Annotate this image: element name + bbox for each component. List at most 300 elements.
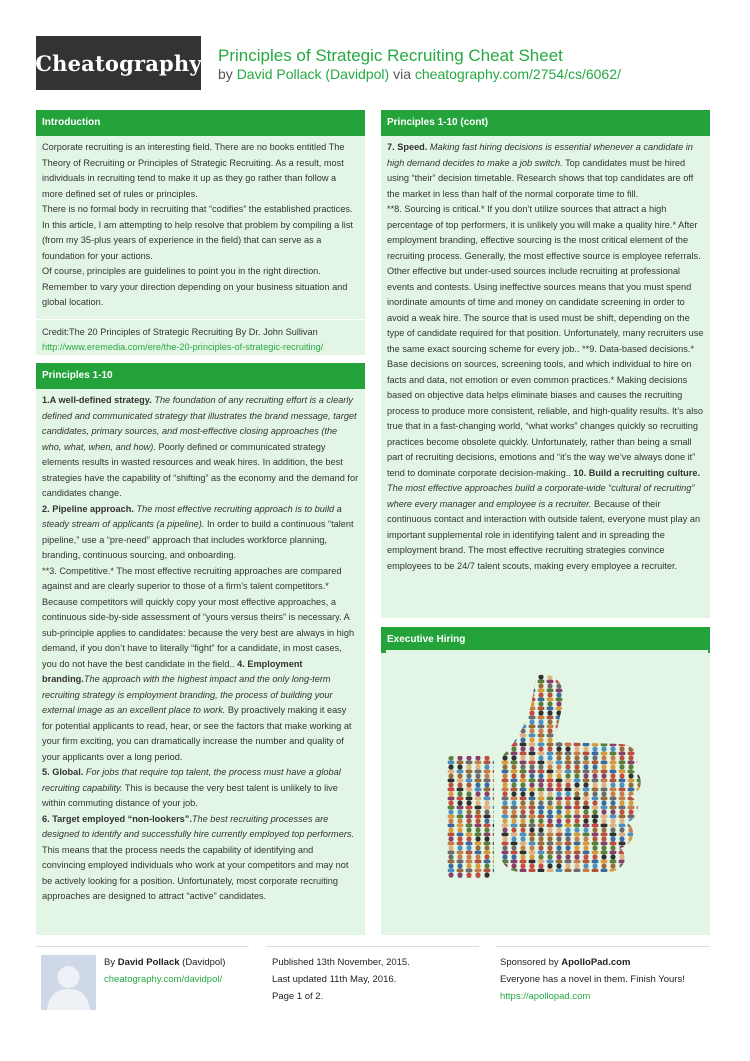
mosaic-person-head bbox=[448, 809, 453, 814]
mosaic-person-body bbox=[493, 779, 500, 783]
mosaic-person-body bbox=[601, 797, 608, 801]
mosaic-person-body bbox=[448, 878, 455, 882]
mosaic-person-head bbox=[511, 665, 516, 670]
mosaic-person-head bbox=[439, 872, 444, 877]
mosaic-person-body bbox=[529, 788, 536, 792]
mosaic-person-body bbox=[556, 887, 563, 891]
mosaic-person-body bbox=[448, 887, 455, 891]
mosaic-person-body bbox=[475, 671, 482, 675]
mosaic-person-head bbox=[574, 692, 579, 697]
mosaic-person-body bbox=[529, 707, 536, 711]
mosaic-person-body bbox=[574, 806, 581, 810]
mosaic-person-body bbox=[637, 734, 644, 738]
mosaic-person-body bbox=[493, 752, 500, 756]
principle-5 bbox=[42, 765, 359, 812]
mosaic-person-head bbox=[448, 782, 453, 787]
mosaic-person-head bbox=[583, 701, 588, 706]
mosaic-person-head bbox=[457, 881, 462, 886]
mosaic-person-head bbox=[448, 881, 453, 886]
mosaic-person-head bbox=[502, 665, 507, 670]
mosaic-person-head bbox=[484, 719, 489, 724]
mosaic-person-head bbox=[457, 782, 462, 787]
mosaic-person-head bbox=[529, 872, 534, 877]
mosaic-person-head bbox=[592, 773, 597, 778]
mosaic-person-body bbox=[628, 698, 635, 702]
mosaic-person-head bbox=[610, 701, 615, 706]
mosaic-person-head bbox=[457, 764, 462, 769]
mosaic-person-body bbox=[484, 770, 491, 774]
mosaic-person-body bbox=[448, 824, 455, 828]
mosaic-person-body bbox=[484, 851, 491, 855]
mosaic-person-body bbox=[466, 698, 473, 702]
mosaic-person-body bbox=[628, 743, 635, 747]
mosaic-person-head bbox=[493, 818, 498, 823]
principle-5-text: This is because the very best talent is unlikely to live within commuting distance of your job. bbox=[42, 782, 338, 808]
mosaic-person-body bbox=[610, 716, 617, 720]
mosaic-person-body bbox=[466, 860, 473, 864]
mosaic-person-head bbox=[565, 818, 570, 823]
mosaic-person-head bbox=[502, 746, 507, 751]
mosaic-person-head bbox=[628, 746, 633, 751]
mosaic-person-head bbox=[565, 701, 570, 706]
mosaic-person-head bbox=[628, 719, 633, 724]
mosaic-person-body bbox=[583, 851, 590, 855]
mosaic-person-body bbox=[628, 815, 635, 819]
mosaic-person-head bbox=[439, 818, 444, 823]
mosaic-person-head bbox=[610, 710, 615, 715]
mosaic-person-body bbox=[439, 878, 446, 882]
mosaic-person-body bbox=[466, 734, 473, 738]
mosaic-person-body bbox=[583, 707, 590, 711]
mosaic-person-body bbox=[493, 734, 500, 738]
principle-7-title: 7. Speed. bbox=[387, 142, 428, 152]
mosaic-person-body bbox=[538, 707, 545, 711]
mosaic-person-head bbox=[520, 872, 525, 877]
mosaic-person-head bbox=[547, 836, 552, 841]
mosaic-person-body bbox=[547, 680, 554, 684]
mosaic-person-head bbox=[619, 728, 624, 733]
mosaic-person-head bbox=[565, 836, 570, 841]
mosaic-person-body bbox=[475, 887, 482, 891]
mosaic-person-head bbox=[592, 683, 597, 688]
mosaic-person-head bbox=[520, 854, 525, 859]
mosaic-person-head bbox=[493, 773, 498, 778]
mosaic-person-head bbox=[484, 737, 489, 742]
mosaic-person-head bbox=[538, 845, 543, 850]
mosaic-person-body bbox=[565, 743, 572, 747]
mosaic-person-body bbox=[511, 734, 518, 738]
mosaic-person-head bbox=[502, 782, 507, 787]
mosaic-person-body bbox=[592, 878, 599, 882]
mosaic-person-head bbox=[547, 791, 552, 796]
mosaic-person-head bbox=[484, 773, 489, 778]
sheet-url-link[interactable]: cheatography.com/2754/cs/6062/ bbox=[414, 66, 621, 82]
mosaic-person-body bbox=[583, 797, 590, 801]
mosaic-person-head bbox=[493, 800, 498, 805]
mosaic-person-head bbox=[637, 773, 642, 778]
mosaic-person-head bbox=[547, 782, 552, 787]
mosaic-person-body bbox=[502, 788, 509, 792]
mosaic-person-body bbox=[448, 698, 455, 702]
profile-link[interactable]: cheatography.com/davidpol/ bbox=[104, 974, 223, 985]
mosaic-person-head bbox=[592, 701, 597, 706]
mosaic-person-body bbox=[574, 869, 581, 873]
mosaic-person-body bbox=[511, 797, 518, 801]
mosaic-person-body bbox=[601, 725, 608, 729]
mosaic-person-body bbox=[565, 860, 572, 864]
mosaic-person-body bbox=[601, 680, 608, 684]
mosaic-person-body bbox=[520, 842, 527, 846]
mosaic-person-head bbox=[529, 710, 534, 715]
mosaic-person-head bbox=[466, 836, 471, 841]
mosaic-person-body bbox=[457, 770, 464, 774]
mosaic-person-head bbox=[466, 710, 471, 715]
mosaic-person-head bbox=[610, 755, 615, 760]
mosaic-person-body bbox=[547, 689, 554, 693]
mosaic-person-body bbox=[466, 833, 473, 837]
mosaic-person-head bbox=[628, 710, 633, 715]
mosaic-person-body bbox=[601, 815, 608, 819]
mosaic-person-head bbox=[502, 755, 507, 760]
mosaic-person-head bbox=[592, 674, 597, 679]
mosaic-person-head bbox=[637, 692, 642, 697]
mosaic-person-head bbox=[457, 710, 462, 715]
mosaic-person-body bbox=[583, 860, 590, 864]
mosaic-person-head bbox=[601, 845, 606, 850]
mosaic-person-head bbox=[538, 872, 543, 877]
intro-paragraph-1: Corporate recruiting is an interesting field. There are no books entitled The Theory of Recruiting or Principles of Strategic Recruiting. As a result, most individuals in recruiting tend to make it up as they go rather than follow a more defined set of rules or principles. bbox=[42, 142, 345, 199]
mosaic-person-body bbox=[637, 698, 644, 702]
mosaic-person-body bbox=[529, 824, 536, 828]
mosaic-person-head bbox=[466, 683, 471, 688]
mosaic-person-body bbox=[583, 689, 590, 693]
mosaic-person-head bbox=[511, 719, 516, 724]
mosaic-person-body bbox=[439, 860, 446, 864]
section-heading: Principles 1-10 (cont) bbox=[381, 110, 710, 136]
mosaic-person-head bbox=[574, 845, 579, 850]
mosaic-person-head bbox=[547, 827, 552, 832]
mosaic-person-head bbox=[475, 791, 480, 796]
mosaic-person-body bbox=[628, 689, 635, 693]
mosaic-person-head bbox=[583, 854, 588, 859]
mosaic-person-body bbox=[538, 851, 545, 855]
mosaic-person-body bbox=[547, 797, 554, 801]
mosaic-person-head bbox=[484, 836, 489, 841]
principle-2 bbox=[42, 502, 359, 564]
mosaic-person-body bbox=[556, 824, 563, 828]
mosaic-person-head bbox=[538, 683, 543, 688]
mosaic-person-body bbox=[628, 833, 635, 837]
mosaic-person-body bbox=[529, 833, 536, 837]
mosaic-person-head bbox=[457, 773, 462, 778]
mosaic-person-head bbox=[556, 809, 561, 814]
mosaic-person-body bbox=[475, 788, 482, 792]
mosaic-person-body bbox=[493, 851, 500, 855]
mosaic-person-body bbox=[439, 743, 446, 747]
mosaic-person-head bbox=[466, 854, 471, 859]
section-heading: Executive Hiring bbox=[381, 627, 710, 653]
mosaic-person-head bbox=[511, 809, 516, 814]
mosaic-person-body bbox=[511, 743, 518, 747]
mosaic-person-body bbox=[493, 698, 500, 702]
principle-10-italic: The most effective approaches build a corporate-wide “cultural of recruiting” where every manager and employee is a recruiter. bbox=[387, 483, 695, 509]
mosaic-person-head bbox=[484, 872, 489, 877]
mosaic-person-head bbox=[439, 845, 444, 850]
mosaic-person-body bbox=[439, 707, 446, 711]
mosaic-person-body bbox=[583, 779, 590, 783]
mosaic-person-head bbox=[529, 845, 534, 850]
mosaic-person-body bbox=[448, 770, 455, 774]
mosaic-person-body bbox=[529, 752, 536, 756]
mosaic-person-body bbox=[520, 788, 527, 792]
mosaic-person-head bbox=[502, 800, 507, 805]
mosaic-person-body bbox=[439, 770, 446, 774]
introduction-section bbox=[36, 110, 365, 355]
mosaic-person-head bbox=[565, 674, 570, 679]
mosaic-person-body bbox=[439, 851, 446, 855]
mosaic-person-body bbox=[538, 842, 545, 846]
mosaic-person-body bbox=[592, 851, 599, 855]
mosaic-person-head bbox=[457, 746, 462, 751]
mosaic-person-body bbox=[628, 761, 635, 765]
mosaic-person-head bbox=[637, 674, 642, 679]
mosaic-person-head bbox=[538, 737, 543, 742]
mosaic-person-body bbox=[457, 788, 464, 792]
mosaic-person-body bbox=[637, 779, 644, 783]
mosaic-person-head bbox=[448, 863, 453, 868]
mosaic-person-head bbox=[583, 872, 588, 877]
principle-1 bbox=[42, 393, 359, 502]
mosaic-person-head bbox=[493, 836, 498, 841]
mosaic-person-body bbox=[583, 887, 590, 891]
mosaic-person-head bbox=[583, 818, 588, 823]
mosaic-person-head bbox=[619, 854, 624, 859]
mosaic-person-body bbox=[457, 842, 464, 846]
mosaic-person-head bbox=[520, 764, 525, 769]
sponsor-prefix: Sponsored by bbox=[500, 957, 559, 968]
mosaic-person-head bbox=[493, 728, 498, 733]
mosaic-person-body bbox=[457, 824, 464, 828]
mosaic-person-body bbox=[565, 869, 572, 873]
mosaic-person-head bbox=[520, 809, 525, 814]
mosaic-person-body bbox=[601, 878, 608, 882]
mosaic-person-body bbox=[511, 869, 518, 873]
mosaic-person-body bbox=[547, 716, 554, 720]
mosaic-person-head bbox=[556, 854, 561, 859]
mosaic-person-head bbox=[601, 683, 606, 688]
mosaic-person-body bbox=[520, 734, 527, 738]
mosaic-person-body bbox=[439, 788, 446, 792]
mosaic-person-head bbox=[556, 728, 561, 733]
mosaic-person-body bbox=[511, 779, 518, 783]
mosaic-person-head bbox=[592, 854, 597, 859]
mosaic-person-body bbox=[493, 770, 500, 774]
mosaic-person-body bbox=[592, 842, 599, 846]
principle-6 bbox=[42, 812, 359, 905]
mosaic-person-body bbox=[565, 680, 572, 684]
mosaic-person-head bbox=[637, 836, 642, 841]
mosaic-person-body bbox=[637, 788, 644, 792]
principle-7-italic: Making fast hiring decisions is essential whenever a candidate in high demand decides to make a job switch. bbox=[387, 142, 693, 168]
mosaic-person-head bbox=[583, 836, 588, 841]
mosaic-person-body bbox=[619, 878, 626, 882]
mosaic-person-head bbox=[448, 665, 453, 670]
section-heading: Principles 1-10 bbox=[36, 363, 365, 389]
mosaic-person-body bbox=[493, 788, 500, 792]
avatar[interactable] bbox=[41, 955, 96, 1010]
principle-2-text: In order to build a continuous “talent pipeline,” use a “pre-need” approach that includes workforce planning, branding, continuous sourcing, and onboarding. bbox=[42, 519, 354, 560]
mosaic-person-body bbox=[556, 707, 563, 711]
mosaic-person-body bbox=[565, 842, 572, 846]
mosaic-person-body bbox=[466, 869, 473, 873]
principle-2-title: 2. Pipeline approach. bbox=[42, 503, 134, 514]
mosaic-person-body bbox=[439, 734, 446, 738]
mosaic-person-head bbox=[484, 818, 489, 823]
mosaic-person-body bbox=[592, 770, 599, 774]
mosaic-person-body bbox=[448, 707, 455, 711]
mosaic-person-body bbox=[619, 752, 626, 756]
mosaic-person-head bbox=[466, 872, 471, 877]
mosaic-person-head bbox=[529, 719, 534, 724]
mosaic-person-body bbox=[610, 752, 617, 756]
mosaic-person-body bbox=[538, 833, 545, 837]
mosaic-person-head bbox=[475, 728, 480, 733]
mosaic-person-head bbox=[529, 701, 534, 706]
mosaic-person-head bbox=[448, 674, 453, 679]
mosaic-person-body bbox=[484, 779, 491, 783]
mosaic-person-head bbox=[610, 854, 615, 859]
mosaic-person-body bbox=[619, 680, 626, 684]
mosaic-person-head bbox=[475, 755, 480, 760]
mosaic-person-head bbox=[538, 881, 543, 886]
mosaic-person-body bbox=[619, 761, 626, 765]
mosaic-person-head bbox=[475, 881, 480, 886]
mosaic-person-head bbox=[592, 710, 597, 715]
mosaic-person-body bbox=[529, 671, 536, 675]
author-link[interactable]: David Pollack (Davidpol) bbox=[236, 66, 390, 82]
cheatography-logo[interactable] bbox=[36, 36, 201, 90]
mosaic-person-head bbox=[628, 800, 633, 805]
mosaic-person-head bbox=[529, 827, 534, 832]
mosaic-person-head bbox=[601, 719, 606, 724]
mosaic-person-body bbox=[511, 761, 518, 765]
mosaic-person-body bbox=[628, 869, 635, 873]
mosaic-person-body bbox=[457, 878, 464, 882]
mosaic-person-body bbox=[619, 734, 626, 738]
mosaic-person-body bbox=[493, 887, 500, 891]
mosaic-person-body bbox=[538, 797, 545, 801]
mosaic-person-body bbox=[502, 761, 509, 765]
mosaic-person-head bbox=[565, 692, 570, 697]
mosaic-person-body bbox=[565, 878, 572, 882]
mosaic-person-body bbox=[637, 797, 644, 801]
mosaic-person-body bbox=[628, 770, 635, 774]
sponsor-link[interactable]: https://apollopad.com bbox=[500, 991, 591, 1002]
mosaic-person-head bbox=[439, 827, 444, 832]
credit-link[interactable]: http://www.eremedia.com/ere/the-20-principles-of-strategic-recruiting/ bbox=[42, 342, 324, 352]
mosaic-person-body bbox=[475, 869, 482, 873]
mosaic-person-body bbox=[619, 689, 626, 693]
mosaic-person-body bbox=[475, 824, 482, 828]
mosaic-person-head bbox=[610, 692, 615, 697]
mosaic-person-head bbox=[556, 845, 561, 850]
mosaic-person-body bbox=[574, 716, 581, 720]
mosaic-person-body bbox=[574, 878, 581, 882]
mosaic-person-body bbox=[565, 761, 572, 765]
mosaic-person-body bbox=[529, 860, 536, 864]
mosaic-person-body bbox=[556, 860, 563, 864]
mosaic-person-head bbox=[610, 872, 615, 877]
mosaic-person-body bbox=[610, 671, 617, 675]
mosaic-person-head bbox=[637, 719, 642, 724]
mosaic-person-body bbox=[457, 716, 464, 720]
mosaic-person-head bbox=[637, 710, 642, 715]
mosaic-person-body bbox=[601, 752, 608, 756]
mosaic-person-body bbox=[592, 725, 599, 729]
mosaic-person-head bbox=[502, 719, 507, 724]
mosaic-person-body bbox=[484, 842, 491, 846]
mosaic-person-head bbox=[475, 701, 480, 706]
mosaic-person-head bbox=[475, 827, 480, 832]
mosaic-person-body bbox=[547, 743, 554, 747]
mosaic-person-head bbox=[484, 683, 489, 688]
mosaic-person-body bbox=[538, 887, 545, 891]
mosaic-person-head bbox=[466, 746, 471, 751]
mosaic-person-head bbox=[574, 836, 579, 841]
mosaic-person-head bbox=[520, 692, 525, 697]
mosaic-person-head bbox=[592, 746, 597, 751]
mosaic-person-head bbox=[457, 872, 462, 877]
mosaic-person-body bbox=[493, 743, 500, 747]
mosaic-person-body bbox=[511, 887, 518, 891]
mosaic-person-head bbox=[448, 764, 453, 769]
mosaic-person-head bbox=[583, 710, 588, 715]
mosaic-person-head bbox=[529, 863, 534, 868]
mosaic-person-body bbox=[466, 752, 473, 756]
mosaic-person-head bbox=[574, 701, 579, 706]
mosaic-person-body bbox=[538, 824, 545, 828]
mosaic-person-head bbox=[466, 773, 471, 778]
mosaic-person-head bbox=[457, 863, 462, 868]
mosaic-person-body bbox=[637, 824, 644, 828]
mosaic-person-body bbox=[448, 851, 455, 855]
mosaic-person-head bbox=[637, 872, 642, 877]
mosaic-person-head bbox=[556, 791, 561, 796]
mosaic-person-head bbox=[457, 719, 462, 724]
mosaic-person-head bbox=[538, 773, 543, 778]
mosaic-person-head bbox=[475, 809, 480, 814]
mosaic-person-head bbox=[475, 845, 480, 850]
mosaic-person-body bbox=[574, 842, 581, 846]
mosaic-person-body bbox=[547, 815, 554, 819]
mosaic-person-body bbox=[610, 689, 617, 693]
mosaic-person-head bbox=[520, 818, 525, 823]
mosaic-person-body bbox=[601, 707, 608, 711]
mosaic-person-head bbox=[565, 800, 570, 805]
mosaic-person-head bbox=[457, 809, 462, 814]
mosaic-person-head bbox=[511, 683, 516, 688]
mosaic-person-body bbox=[457, 671, 464, 675]
mosaic-person-head bbox=[556, 701, 561, 706]
mosaic-person-head bbox=[529, 755, 534, 760]
mosaic-person-body bbox=[493, 797, 500, 801]
mosaic-person-body bbox=[601, 761, 608, 765]
mosaic-person-head bbox=[511, 782, 516, 787]
mosaic-person-head bbox=[511, 746, 516, 751]
mosaic-person-head bbox=[619, 719, 624, 724]
mosaic-person-body bbox=[637, 689, 644, 693]
mosaic-person-head bbox=[583, 809, 588, 814]
